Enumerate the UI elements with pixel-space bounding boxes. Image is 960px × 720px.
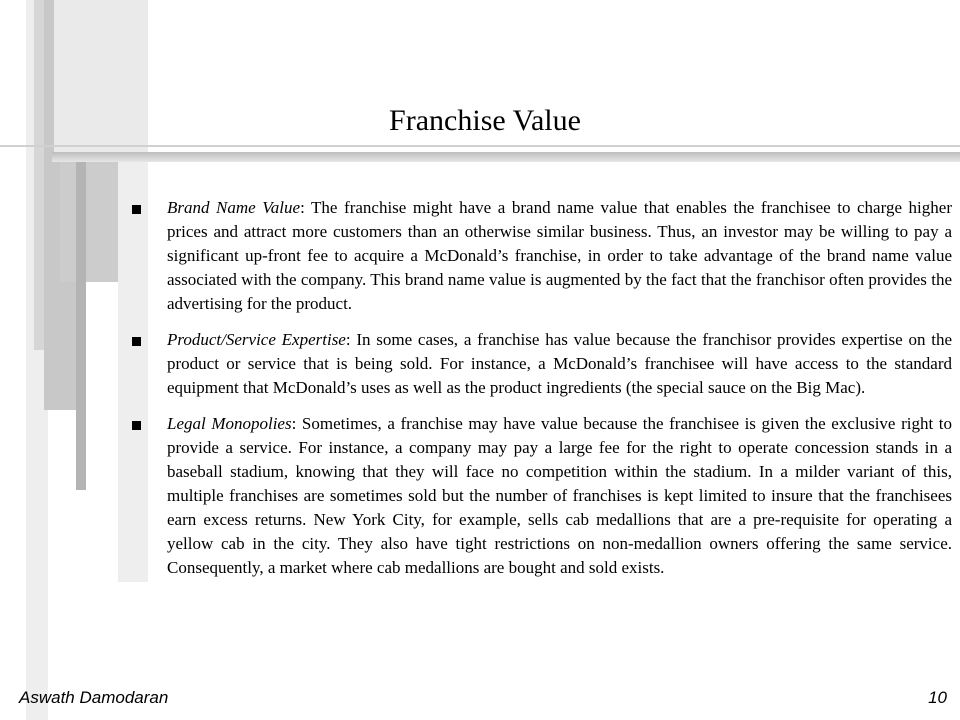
square-bullet-icon (132, 205, 141, 214)
decorative-bar (54, 0, 148, 152)
bullet-list (132, 196, 952, 592)
bullet-item-brand-name-value (132, 196, 952, 316)
bullet-item-product-service-expertise (132, 328, 952, 400)
square-bullet-icon (132, 337, 141, 346)
title-divider-shadow (52, 152, 960, 162)
bullet-term: Product/Service Expertise (167, 330, 346, 349)
bullet-term: Brand Name Value (167, 198, 301, 217)
bullet-text: : In some cases, a franchise has value because the franchisor provides expertise on the product or service that is being sold. For instance, a McDonald’s franchisee will have access to the standard equipment that McDonald’s uses as well as the product ingredients (the special sauce on the Big Mac). (167, 330, 952, 397)
decorative-bar (60, 162, 118, 282)
decorative-bar (76, 162, 86, 490)
footer-author: Aswath Damodaran (19, 688, 169, 707)
bullet-text: : The franchise might have a brand name value that enables the franchisee to charge higher prices and attract more customers than an otherwise similar business. Thus, an investor may be willing to pay a significant up-front fee to acquire a McDonald’s franchise, in order to take advantage of the brand name value associated with the company. This brand name value is augmented by the fact that the franchisor often provides the advertising for the product. (167, 198, 952, 313)
decorative-bar (0, 0, 26, 720)
page-title: Franchise Value (389, 104, 581, 137)
bullet-text: : Sometimes, a franchise may have value because the franchisee is given the exclusive right to provide a service. For instance, a company may pay a large fee for the right to operate concession stands in a baseball stadium, knowing that they will face no competition within the stadium. In a milder variant of this, multiple franchises are sometimes sold but the number of franchises is kept limited to insure that the franchisees earn excess returns. New York City, for example, sells cab medallions that are a pre-requisite for operating a yellow cab in the city. They also have tight restrictions on non-medallion owners offering the same service. Consequently, a market where cab medallions are bought and sold exists. (167, 414, 953, 577)
page-number: 10 (928, 688, 947, 707)
bullet-term: Legal Monopolies (167, 414, 292, 433)
title-divider (0, 145, 960, 147)
square-bullet-icon (132, 421, 141, 430)
bullet-item-legal-monopolies (132, 412, 952, 580)
